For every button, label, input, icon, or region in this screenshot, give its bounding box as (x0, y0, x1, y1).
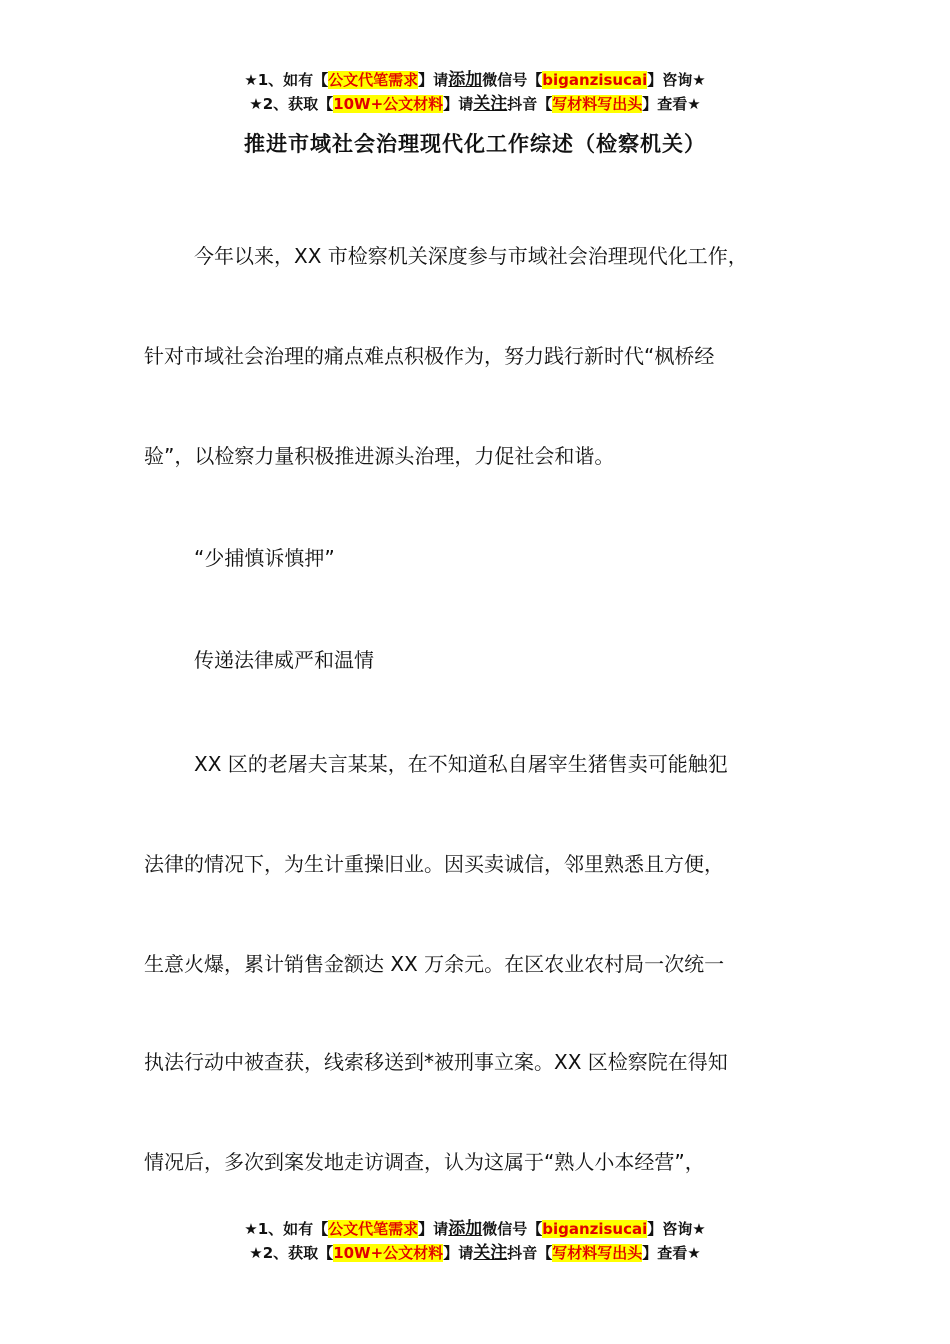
highlight-douyin: 写材料写出头 (552, 1244, 643, 1262)
banner-text: ★2、获取【 (249, 95, 334, 113)
banner-text: 】请 (418, 1220, 449, 1238)
body-line: 针对市域社会治理的痛点难点积极作为，努力践行新时代“枫桥经 (144, 344, 715, 368)
banner-text: 抖音【 (507, 95, 553, 113)
banner-text: ★1、如有【 (244, 71, 329, 89)
footer-banner (0, 1217, 950, 1265)
banner-emphasis: 关注 (473, 94, 508, 114)
banner-text: 】咨询★ (647, 1220, 706, 1238)
banner-text: 微信号【 (482, 1220, 543, 1238)
banner-line-1 (0, 68, 950, 92)
banner-text: 微信号【 (482, 71, 543, 89)
header-banner (0, 68, 950, 116)
highlight-wechat-id: biganzisucai (542, 1220, 648, 1238)
body-line: 今年以来，XX 市检察机关深度参与市域社会治理现代化工作， (194, 244, 748, 268)
banner-text: 】请 (443, 95, 474, 113)
body-line: 情况后，多次到案发地走访调查，认为这属于“熟人小本经营”， (144, 1150, 705, 1174)
banner-emphasis: 添加 (448, 70, 483, 90)
highlight-service: 公文代笔需求 (328, 71, 419, 89)
section-heading: “少捕慎诉慎押” (194, 546, 335, 570)
body-line: 法律的情况下，为生计重操旧业。因买卖诚信，邻里熟悉且方便， (144, 852, 724, 876)
banner-text: 】请 (418, 71, 449, 89)
banner-emphasis: 关注 (473, 1243, 508, 1263)
section-subheading: 传递法律威严和温情 (194, 648, 374, 672)
banner-line-1 (0, 1217, 950, 1241)
highlight-materials: 10W+公文材料 (333, 1244, 444, 1262)
banner-line-2 (0, 92, 950, 116)
body-line: 验”，以检察力量积极推进源头治理，力促社会和谐。 (144, 444, 615, 468)
banner-text: ★1、如有【 (244, 1220, 329, 1238)
highlight-douyin: 写材料写出头 (552, 95, 643, 113)
banner-line-2 (0, 1241, 950, 1265)
body-line: XX 区的老屠夫言某某，在不知道私自屠宰生猪售卖可能触犯 (194, 752, 728, 776)
body-line: 执法行动中被查获，线索移送到*被刑事立案。XX 区检察院在得知 (144, 1050, 728, 1074)
highlight-service: 公文代笔需求 (328, 1220, 419, 1238)
banner-text: 抖音【 (507, 1244, 553, 1262)
banner-text: ★2、获取【 (249, 1244, 334, 1262)
document-title: 推进市域社会治理现代化工作综述（检察机关） (244, 132, 706, 156)
banner-text: 】查看★ (642, 1244, 701, 1262)
banner-text: 】查看★ (642, 95, 701, 113)
banner-emphasis: 添加 (448, 1219, 483, 1239)
body-line: 生意火爆，累计销售金额达 XX 万余元。在区农业农村局一次统一 (144, 952, 725, 976)
banner-text: 】请 (443, 1244, 474, 1262)
banner-text: 】咨询★ (647, 71, 706, 89)
highlight-wechat-id: biganzisucai (542, 71, 648, 89)
highlight-materials: 10W+公文材料 (333, 95, 444, 113)
